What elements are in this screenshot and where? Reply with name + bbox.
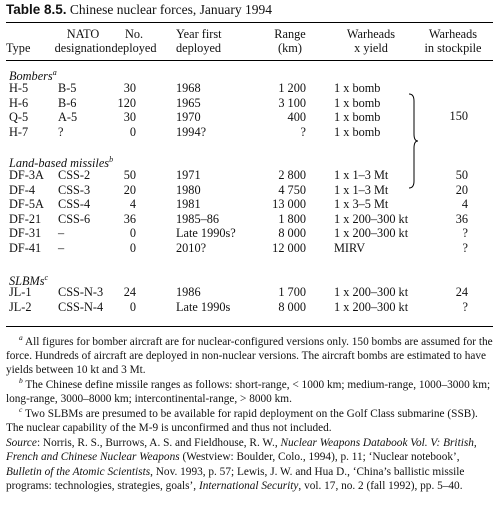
cell-deployed: 30: [123, 110, 136, 124]
cell-year: Late 1990s?: [176, 226, 236, 240]
section-bombers: Bombers$^a$: [9, 68, 57, 84]
cell-type: H-5: [9, 81, 29, 95]
cell-deployed: 120: [117, 95, 136, 110]
cell-deployed: 50: [123, 168, 136, 182]
cell-year: 1985–86: [176, 211, 220, 226]
cell-year: 1986: [176, 285, 201, 299]
cell-range: 13 000: [272, 197, 306, 211]
cell-nato: A-5: [58, 110, 78, 124]
cell-warheads: 1 x 200–300 kt: [334, 226, 409, 240]
table-number: Table 8.5.: [6, 2, 67, 17]
cell-year: 1994?: [176, 124, 207, 139]
header-warheads-yield: Warheads x yield: [346, 27, 396, 55]
cell-nato: CSS-2: [58, 168, 91, 182]
cell-year: 1965: [176, 95, 201, 110]
top-rule: [6, 22, 493, 23]
header-range: Range (km): [274, 27, 306, 55]
cell-warheads: 1 x bomb: [334, 81, 381, 95]
cell-nato: –: [58, 240, 65, 255]
cell-type: DF-41: [9, 240, 42, 255]
cell-range: 12 000: [272, 240, 306, 255]
cell-range: 2 800: [278, 168, 306, 182]
cell-range: 8 000: [278, 226, 306, 240]
cell-nato: CSS-6: [58, 211, 91, 226]
cell-deployed: 0: [129, 299, 136, 314]
table-caption: [6, 2, 272, 18]
cell-warheads: 1 x 1–3 Mt: [334, 182, 389, 197]
cell-type: DF-31: [9, 226, 42, 240]
cell-range: 3 100: [278, 95, 306, 110]
cell-nato: CSS-N-4: [58, 299, 104, 314]
cell-range: 400: [287, 110, 306, 124]
cell-deployed: 20: [123, 182, 136, 197]
cell-deployed: 4: [129, 197, 136, 211]
cell-deployed: 0: [129, 226, 136, 240]
cell-warheads: 1 x bomb: [334, 95, 381, 110]
cell-nato: CSS-N-3: [58, 285, 104, 299]
cell-nato: CSS-3: [58, 182, 91, 197]
cell-year: Late 1990s: [176, 299, 231, 314]
section-slbms: SLBMs$^c$: [9, 273, 49, 289]
source-citation: Source: Norris, R. S., Burrows, A. S. and Fieldhouse, R. W., Nuclear Weapons Databook Vol. V: British, French and Chinese Nuclear Weapons (Westview: Boulder, Colo., 1994), p. 11; ‘Nuclear notebook’, Bulletin of the Atomic Scientists, Nov. 1993, p. 57; Lewis, J. W. and Hua D., ‘China’s ballistic missile programs: technologies, strategies, goals’, International Security, vol. 17, no. 2 (fall 1992), pp. 5–40.: [6, 437, 477, 492]
cell-stockpile: 36: [455, 211, 468, 226]
cell-nato: –: [58, 226, 65, 240]
cell-year: 1971: [176, 168, 201, 182]
cell-type: DF-5A: [9, 197, 44, 211]
cell-warheads: 1 x 200–300 kt: [334, 285, 409, 299]
header-rule: [6, 60, 493, 61]
bottom-rule: [6, 326, 493, 327]
table-title: Chinese nuclear forces, January 1994: [66, 2, 272, 17]
cell-deployed: 0: [129, 240, 136, 255]
cell-stockpile: 50: [455, 168, 468, 182]
header-stockpile: Warheads in stockpile: [424, 27, 482, 55]
cell-stockpile: ?: [462, 299, 468, 314]
right-brace-icon: [408, 93, 418, 189]
cell-type: DF-3A: [9, 168, 44, 182]
cell-deployed: 36: [123, 211, 136, 226]
cell-warheads: 1 x bomb: [334, 110, 381, 124]
cell-type: JL-2: [9, 299, 32, 314]
cell-type: Q-5: [9, 110, 29, 124]
bombers-stockpile: 150: [449, 109, 468, 123]
section-land-missiles: Land-based missiles$^b$: [9, 155, 114, 171]
cell-range: 1 200: [278, 81, 306, 95]
cell-range: 1 700: [278, 285, 306, 299]
cell-warheads: MIRV: [334, 240, 366, 255]
cell-range: ?: [300, 124, 306, 139]
cell-type: H-6: [9, 95, 29, 110]
cell-range: 4 750: [278, 182, 306, 197]
cell-range: 1 800: [278, 211, 306, 226]
header-type: Type: [6, 41, 31, 55]
cell-nato: ?: [58, 124, 64, 139]
note-c: $^c$ Two SLBMs are presumed to be available for rapid deployment on the Golf Class submarine (SSB). The nuclear capability of the M-9 is unconfirmed and thus not included.: [6, 405, 478, 435]
cell-nato: B-6: [58, 95, 77, 110]
cell-type: DF-4: [9, 182, 35, 197]
cell-type: DF-21: [9, 211, 42, 226]
cell-stockpile: 20: [455, 182, 468, 197]
cell-year: 1980: [176, 182, 201, 197]
cell-warheads: 1 x 3–5 Mt: [334, 197, 389, 211]
cell-warheads: 1 x 200–300 kt: [334, 211, 409, 226]
header-deployed: No. deployed: [111, 27, 157, 55]
note-b: $^b$ The Chinese define missile ranges as follows: short-range, < 1000 km; medium-range, 1000–3000 km; long-range, 3000–8000 km; intercontinental-range, > 8000 km.: [6, 376, 491, 406]
cell-warheads: 1 x 200–300 kt: [334, 299, 409, 314]
cell-stockpile: ?: [462, 226, 468, 240]
cell-year: 1970: [176, 110, 201, 124]
cell-deployed: 24: [123, 285, 136, 299]
cell-deployed: 0: [129, 124, 136, 139]
cell-range: 8 000: [278, 299, 306, 314]
cell-type: H-7: [9, 124, 29, 139]
header-nato: NATO designation: [54, 27, 112, 55]
note-a: $^a$ All figures for bomber aircraft are for nuclear-configured versions only. 150 bombs are assumed for the force. Hundreds of aircraft are deployed in non-nuclear versions. The aircraft bombs are estimated to have yields between 10 kt and 3 Mt.: [6, 333, 493, 377]
cell-stockpile: 4: [461, 197, 468, 211]
cell-type: JL-1: [9, 285, 32, 299]
cell-deployed: 30: [123, 81, 136, 95]
cell-nato: CSS-4: [58, 197, 91, 211]
cell-nato: B-5: [58, 81, 77, 95]
cell-stockpile: 24: [455, 285, 468, 299]
cell-year: 1981: [176, 197, 201, 211]
cell-year: 1968: [176, 81, 201, 95]
cell-warheads: 1 x bomb: [334, 124, 381, 139]
cell-year: 2010?: [176, 240, 207, 255]
header-year: Year first deployed: [176, 27, 222, 55]
cell-stockpile: ?: [462, 240, 468, 255]
cell-warheads: 1 x 1–3 Mt: [334, 168, 389, 182]
